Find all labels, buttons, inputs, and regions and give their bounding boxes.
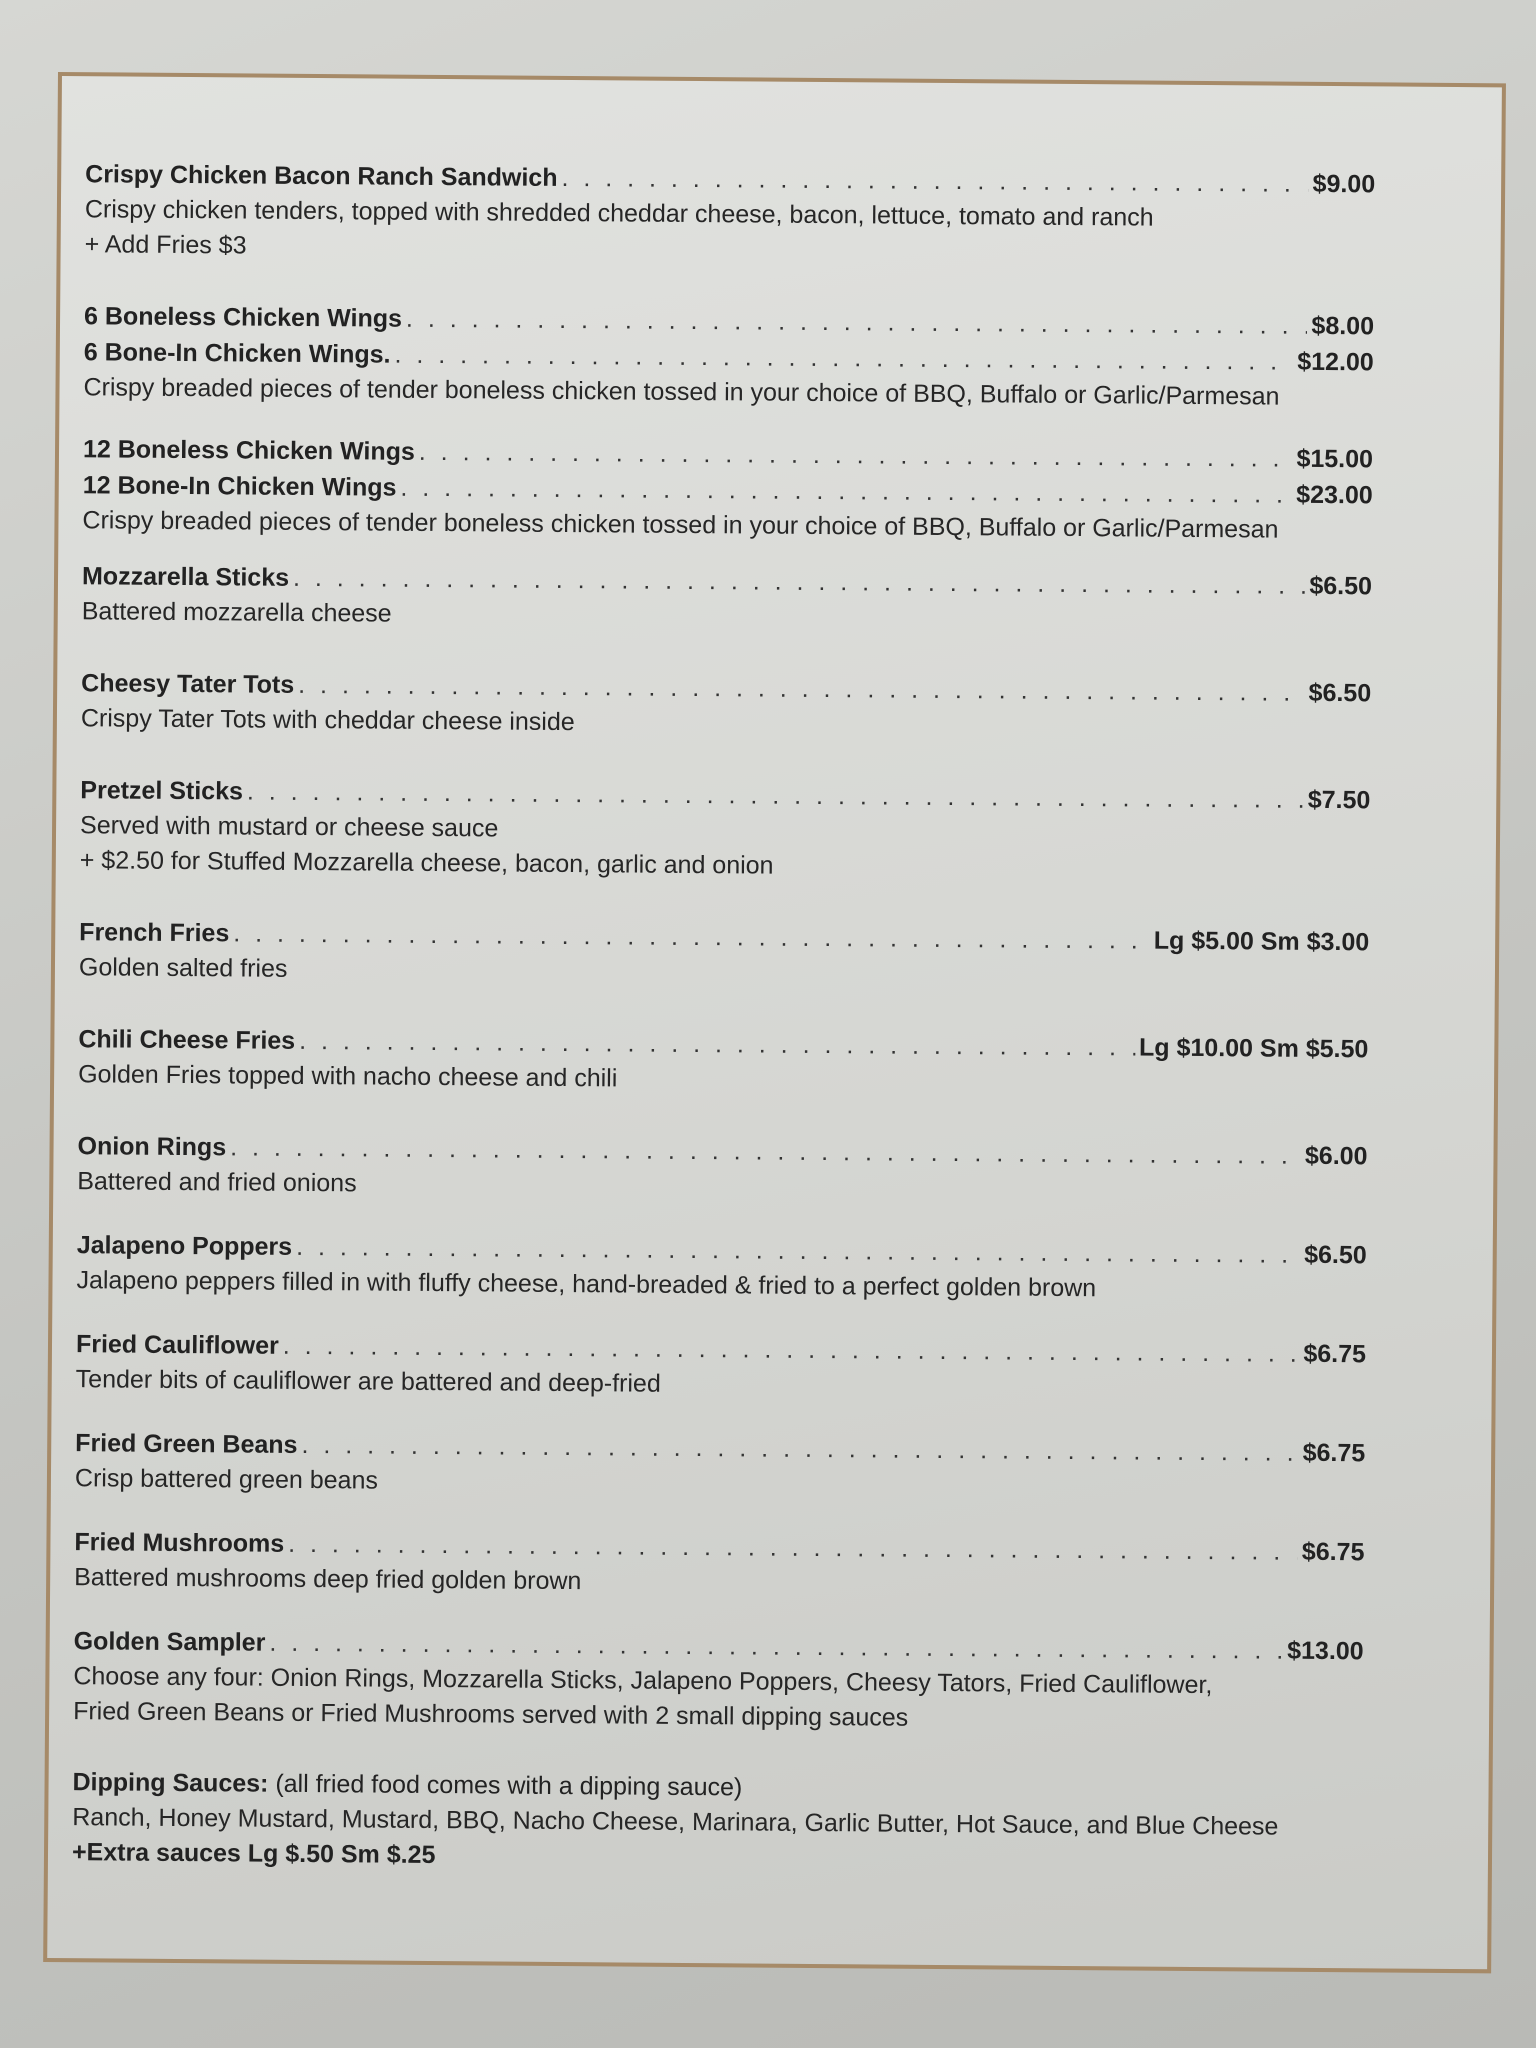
item-price: $23.00 [1296,480,1373,510]
item-price: $7.50 [1307,785,1371,815]
dot-leader [233,915,1150,958]
extra-sauces: +Extra sauces Lg $.50 Sm $.25 [71,1838,436,1870]
item-price: $6.75 [1302,1438,1366,1468]
item-description: Crispy chicken tenders, topped with shredded cheddar cheese, bacon, lettuce, tomato and ranch [84,195,1154,232]
item-name: Chili Cheese Fries [78,1025,296,1055]
item-name: Fried Cauliflower [75,1330,279,1360]
sauces-title: Dipping Sauces: [72,1768,269,1798]
menu-item [76,1326,1367,1407]
item-name: 12 Bone-In Chicken Wings [82,471,397,502]
item-price: Lg $10.00 Sm $5.50 [1138,1033,1369,1064]
menu-item [83,298,1374,415]
item-description: Battered mozzarella cheese [81,597,392,628]
item-price: $6.75 [1301,1537,1365,1567]
item-description: Tender bits of cauliflower are battered and deep-fried [75,1365,661,1398]
item-name: Golden Sampler [73,1627,266,1657]
item-price: $8.00 [1311,311,1375,341]
item-description: Served with mustard or cheese sauce [79,811,499,843]
item-price: $6.50 [1304,1240,1367,1270]
item-addon: + $2.50 for Stuffed Mozzarella cheese, bacon, garlic and onion [79,846,774,880]
item-price: $12.00 [1297,347,1374,377]
item-description: Battered and fried onions [77,1167,357,1198]
sauces-list: Ranch, Honey Mustard, Mustard, BBQ, Nacho Cheese, Marinara, Garlic Butter, Hot Sauce, and Blue Cheese [72,1803,1279,1841]
menu-item [79,914,1370,995]
item-price: $6.00 [1304,1141,1368,1171]
item-name: 6 Bone-In Chicken Wings. [83,338,391,369]
item-name: Cheesy Tater Tots [81,669,295,699]
item-name: Pretzel Sticks [80,776,244,806]
menu-item [77,1128,1368,1209]
menu-frame [43,72,1506,1973]
dipping-sauces-section [72,1765,1363,1880]
item-description: Battered mushrooms deep fried golden brown [74,1563,582,1596]
item-description: Crisp battered green beans [74,1464,379,1495]
item-addon: + Add Fries $3 [84,230,247,260]
menu-item [82,431,1373,548]
item-name: Fried Green Beans [75,1429,298,1459]
item-price: $6.50 [1308,678,1372,708]
menu-item [76,1227,1367,1308]
item-name: 6 Boneless Chicken Wings [83,302,403,333]
item-price: $15.00 [1296,444,1374,474]
menu-item [80,772,1371,888]
menu-item [73,1623,1364,1739]
item-name: Jalapeno Poppers [76,1231,293,1261]
item-description: Golden salted fries [78,953,288,983]
menu-item [78,1021,1369,1102]
item-description: Crispy breaded pieces of tender boneless chicken tossed in your choice of BBQ, Buffalo or Garlic/Parmesan [83,373,1280,411]
sauces-note: (all fried food comes with a dipping sauce) [275,1769,743,1802]
item-name: French Fries [79,918,230,948]
item-description: Fried Green Beans or Fried Mushrooms served with 2 small dipping sauces [73,1697,909,1732]
item-price: $9.00 [1312,169,1376,199]
item-description: Crispy breaded pieces of tender boneless chicken tossed in your choice of BBQ, Buffalo or Garlic/Parmesan [82,506,1279,544]
item-name: Mozzarella Sticks [81,562,290,592]
item-price: Lg $5.00 Sm $3.00 [1153,926,1370,957]
menu-item [85,156,1376,272]
dot-leader [561,160,1308,202]
menu-item [75,1425,1366,1506]
item-description: Jalapeno peppers filled in with fluffy cheese, hand-breaded & fried to a perfect golden brown [76,1266,1097,1303]
item-description: Crispy Tater Tots with cheddar cheese inside [80,704,575,737]
item-name: Onion Rings [77,1132,227,1162]
menu-item [81,665,1372,746]
item-description: Golden Fries topped with nacho cheese and chili [78,1060,618,1093]
menu-item [74,1524,1365,1605]
item-name: Fried Mushrooms [74,1528,285,1558]
item-price: $6.50 [1309,571,1373,601]
item-price: $6.75 [1303,1339,1367,1369]
menu-item [82,558,1373,639]
item-name: Crispy Chicken Bacon Ranch Sandwich [85,160,558,192]
item-price: $13.00 [1287,1636,1364,1666]
item-name: 12 Boneless Chicken Wings [82,435,415,466]
item-description: Choose any four: Onion Rings, Mozzarella Sticks, Jalapeno Poppers, Cheesy Tators, Fried Cauliflower, [73,1662,1213,1700]
menu-content [72,156,1375,1880]
